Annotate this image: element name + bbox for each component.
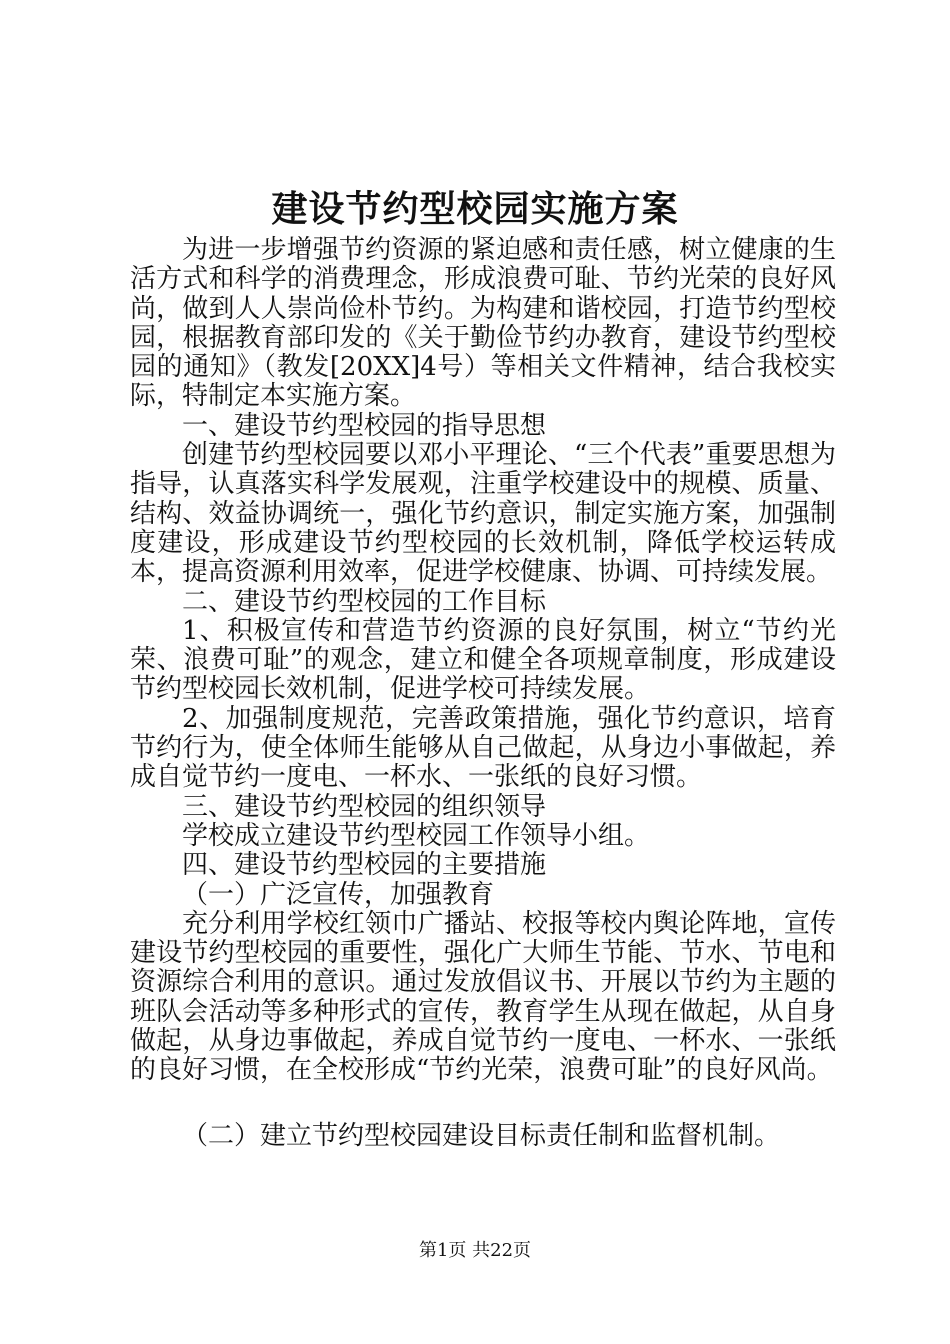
document-body xyxy=(130,236,836,1151)
intro-paragraph: 为进一步增强节约资源的紧迫感和责任感，树立健康的生活方式和科学的消费理念，形成浪费可耻、节约光荣的良好风尚，做到人人崇尚俭朴节约。为构建和谐校园，打造节约型校园，根据教育部印发的《关于勤俭节约办教育，建设节约型校园的通知》（教发[20XX]4号）等相关文件精神，结合我校实际，特制定本实施方案。 xyxy=(130,235,836,412)
goal-item-1: 1、积极宣传和营造节约资源的良好氛围，树立“节约光荣、浪费可耻”的观念，建立和健全各项规章制度，形成建设节约型校园长效机制，促进学校可持续发展。 xyxy=(130,615,836,705)
goal-item-2: 2、加强制度规范，完善政策措施，强化节约意识，培育节约行为，使全体师生能够从自己做起，从身边小事做起，养成自觉节约一度电、一杯水、一张纸的良好习惯。 xyxy=(130,703,836,793)
section-heading-3: 三、建设节约型校园的组织领导 xyxy=(182,791,547,822)
section-paragraph-3: 学校成立建设节约型校园工作领导小组。 xyxy=(182,820,651,851)
section-heading-2: 二、建设节约型校园的工作目标 xyxy=(182,586,547,617)
section-heading-1: 一、建设节约型校园的指导思想 xyxy=(182,410,547,441)
subsection-heading-2: （二）建立节约型校园建设目标责任制和监督机制。 xyxy=(182,1120,781,1151)
section-heading-4: 四、建设节约型校园的主要措施 xyxy=(182,850,547,881)
section-paragraph-1: 创建节约型校园要以邓小平理论、“三个代表”重要思想为指导，认真落实科学发展观，注重学校建设中的规模、质量、结构、效益协调统一，强化节约意识，制定实施方案，加强制度建设，形成建设节约型校园的长效机制，降低学校运转成本，提高资源利用效率，促进学校健康、协调、可持续发展。 xyxy=(130,440,836,588)
document-title: 建设节约型校园实施方案 xyxy=(271,188,679,230)
page-footer: 第1页 共22页 xyxy=(418,1240,532,1261)
subsection-paragraph-1: 充分利用学校红领巾广播站、校报等校内舆论阵地，宣传建设节约型校园的重要性，强化广大师生节能、节水、节电和资源综合利用的意识。通过发放倡议书、开展以节约为主题的班队会活动等多种形式的宣传，教育学生从现在做起，从自身做起，从身边事做起，养成自觉节约一度电、一杯水、一张纸的良好习惯，在全校形成“节约光荣，浪费可耻”的良好风尚。 xyxy=(130,908,836,1086)
subsection-heading-1: （一）广泛宣传，加强教育 xyxy=(182,879,495,910)
